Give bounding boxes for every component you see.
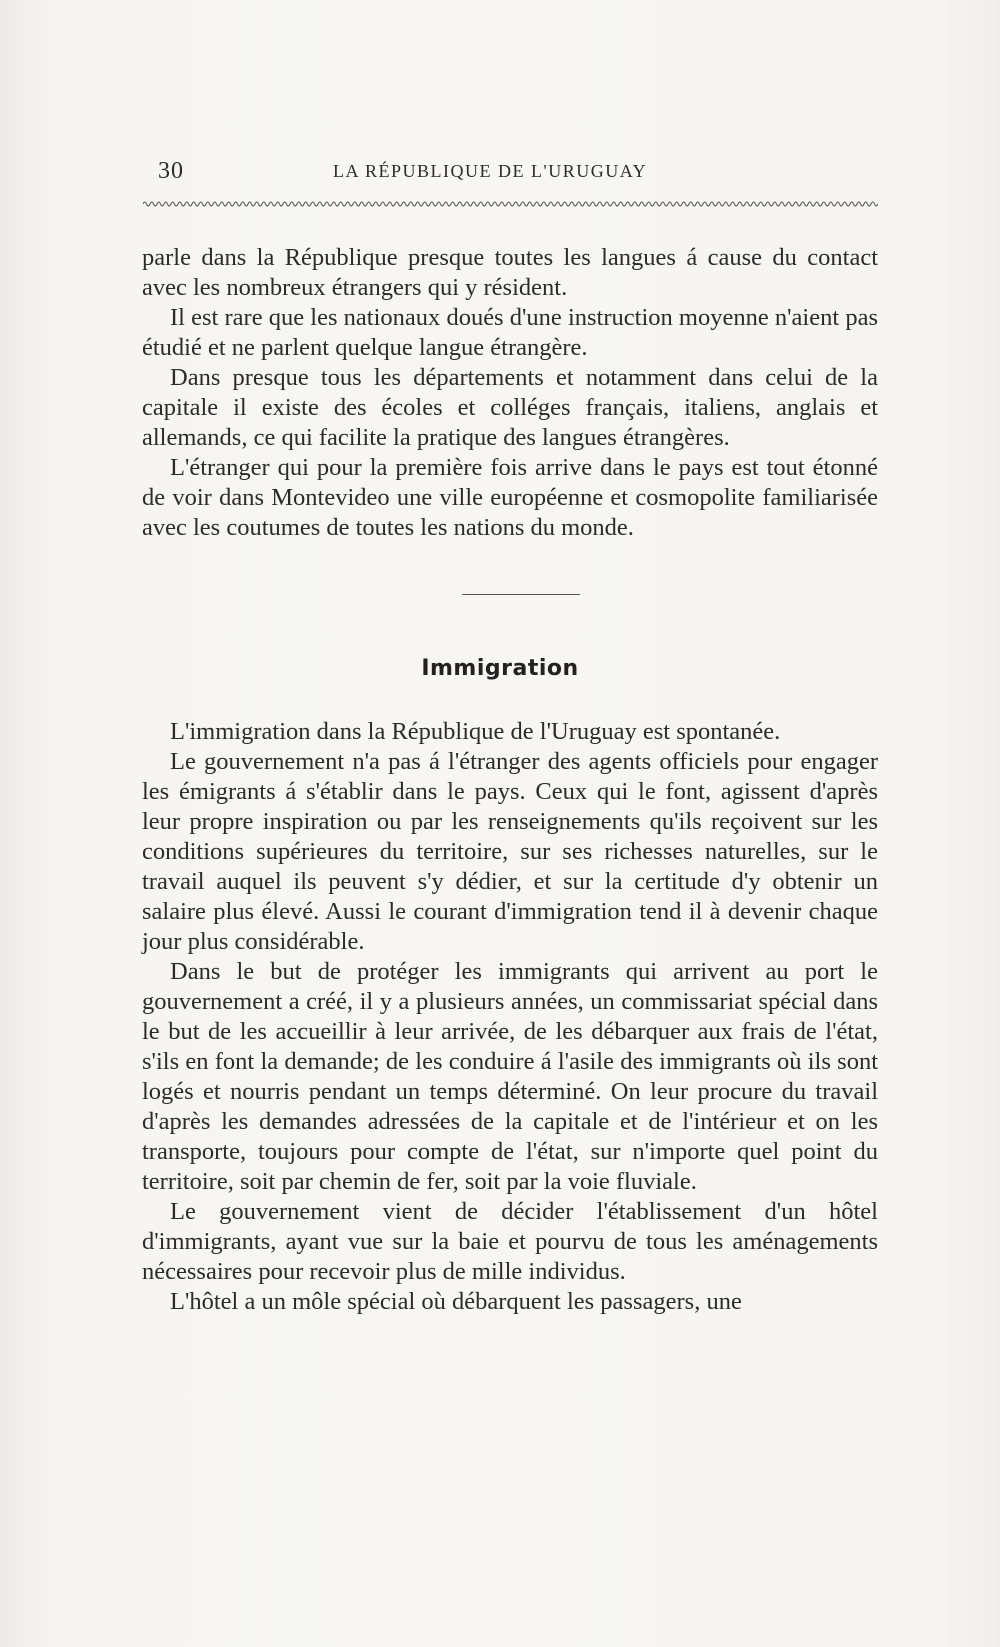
text-block-intro <box>142 243 878 543</box>
section-heading: Immigration <box>421 656 579 681</box>
paragraph: Il est rare que les nationaux doués d'une instruction moyenne n'aient pas étudié et ne parlent quelque langue étrangère. <box>142 304 878 361</box>
running-title: LA RÉPUBLIQUE DE L'URUGUAY <box>333 161 648 181</box>
page-number: 30 <box>158 158 184 184</box>
paragraph: L'hôtel a un môle spécial où débarquent les passagers, une <box>170 1288 742 1315</box>
page-header <box>158 158 878 188</box>
header-wavy-rule <box>143 198 878 210</box>
paragraph: Le gouvernement vient de décider l'établissement d'un hôtel d'immigrants, ayant vue sur la baie et pourvu de tous les aménagements nécessaires pour recevoir plus de mille individus. <box>142 1198 878 1285</box>
section-divider <box>462 594 580 595</box>
text-block-immigration <box>142 717 878 1317</box>
paragraph: L'immigration dans la République de l'Uruguay est spontanée. <box>170 718 781 745</box>
paragraph: Dans le but de protéger les immigrants qui arrivent au port le gouvernement a créé, il y a plusieurs années, un commissariat spécial dans le but de les accueillir à leur arrivée, de les débarquer aux frais de l'état, s'ils en font la demande; de les conduire á l'asile des immigrants où ils sont logés et nourris pendant un temps déterminé. On leur procure du travail d'après les demandes adressées de la capitale et de l'intérieur et on les transporte, toujours pour compte de l'état, sur n'importe quel point du territoire, soit par chemin de fer, soit par la voie fluviale. <box>142 958 878 1195</box>
paragraph: Dans presque tous les départements et notamment dans celui de la capitale il existe des écoles et colléges français, italiens, anglais et allemands, ce qui facilite la pratique des langues étrangères. <box>142 364 878 451</box>
paragraph: parle dans la République presque toutes les langues á cause du contact avec les nombreux étrangers qui y résident. <box>142 244 878 301</box>
paragraph: Le gouvernement n'a pas á l'étranger des agents officiels pour engager les émigrants á s'établir dans le pays. Ceux qui le font, agissent d'après leur propre inspiration ou par les renseignements qu'ils reçoivent sur les conditions supérieures du territoire, sur ses richesses naturelles, sur le travail auquel ils peuvent s'y dédier, et sur la certitude d'y obtenir un salaire plus élevé. Aussi le courant d'immigration tend il à devenir chaque jour plus considérable. <box>142 748 878 955</box>
paragraph: L'étranger qui pour la première fois arrive dans le pays est tout étonné de voir dans Montevideo une ville européenne et cosmopolite familiarisée avec les coutumes de toutes les nations du monde. <box>142 454 878 541</box>
